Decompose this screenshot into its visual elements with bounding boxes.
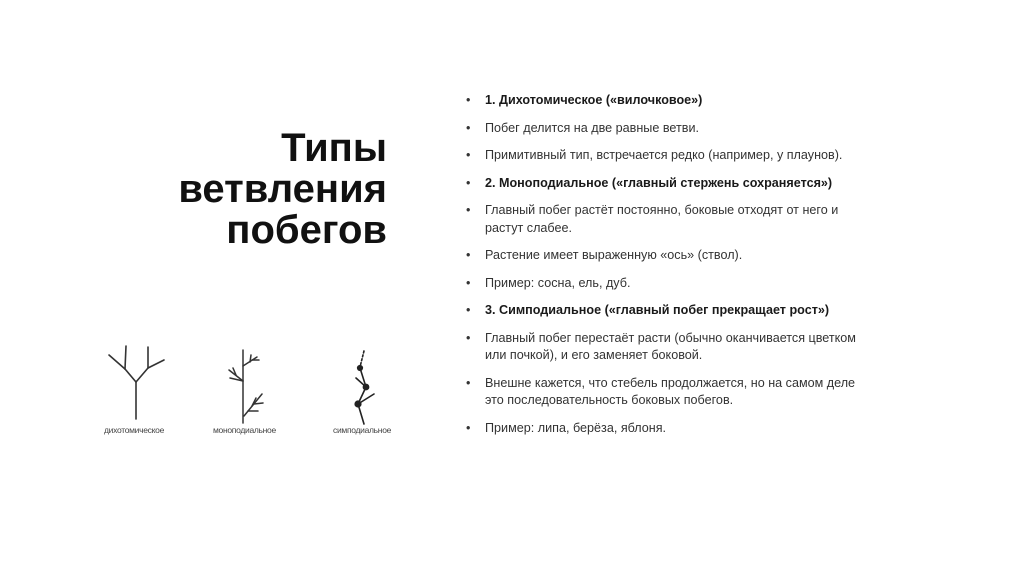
- bullet-text: Внешне кажется, что стебель продолжается, но на самом деле это последовательность боковых побегов.: [485, 375, 856, 407]
- bullet-text: Главный побег перестаёт расти (обычно оканчивается цветком или почкой), и его заменяет боковой.: [485, 330, 856, 362]
- bullet-text: Побег делится на две равные ветви.: [485, 120, 699, 135]
- bullet-icon: •: [466, 175, 471, 190]
- bullet-item: [462, 202, 867, 237]
- bullet-item: [462, 420, 867, 438]
- bullet-icon: •: [466, 303, 471, 317]
- dichotomous-branching-icon: [109, 346, 164, 419]
- bullet-icon: •: [466, 375, 471, 390]
- bullet-list: [462, 92, 867, 447]
- monopodial-branching-icon: [229, 350, 263, 423]
- bullet-text: Пример: сосна, ель, дуб.: [485, 275, 631, 290]
- bullet-icon: •: [466, 203, 471, 217]
- title-line-1: Типы: [281, 126, 387, 170]
- bullet-item: [462, 275, 867, 293]
- bullet-item-heading-dichotomous: [462, 92, 867, 110]
- branching-diagrams: [95, 335, 415, 445]
- bullet-item-heading-sympodial: [462, 302, 867, 320]
- sympodial-branching-icon: [355, 351, 374, 424]
- diagram-label-monopodial: моноподиальное: [213, 425, 276, 435]
- bullet-icon: •: [466, 275, 471, 290]
- bullet-icon: •: [466, 93, 471, 107]
- title-line-3: побегов: [226, 208, 387, 252]
- bullet-item: [462, 120, 867, 138]
- diagram-label-dichotomous: дихотомическое: [104, 425, 164, 435]
- bullet-icon: •: [466, 420, 471, 435]
- bullet-text: 2. Моноподиальное («главный стержень сохраняется»): [485, 175, 833, 190]
- bullet-icon: •: [466, 120, 471, 135]
- bullet-item: [462, 375, 867, 410]
- bullet-text: Примитивный тип, встречается редко (например, у плаунов).: [485, 148, 843, 162]
- bullet-icon: •: [466, 148, 471, 162]
- bullet-item: [462, 330, 867, 365]
- slide-title: [150, 128, 387, 251]
- bullet-icon: •: [466, 248, 471, 262]
- bullet-text: 1. Дихотомическое («вилочковое»): [485, 93, 703, 107]
- bullet-text: 3. Симподиальное («главный побег прекращает рост»): [485, 303, 830, 317]
- bullet-text: Пример: липа, берёза, яблоня.: [485, 420, 667, 435]
- diagram-label-sympodial: симподиальное: [333, 425, 392, 435]
- bullet-text: Растение имеет выраженную «ось» (ствол).: [485, 248, 743, 262]
- bullet-icon: •: [466, 330, 471, 345]
- bullet-item-heading-monopodial: [462, 175, 867, 193]
- bullet-text: Главный побег растёт постоянно, боковые отходят от него и растут слабее.: [485, 203, 839, 235]
- bullet-item: [462, 247, 867, 265]
- bullet-item: [462, 147, 867, 165]
- title-line-2: ветвления: [178, 167, 387, 211]
